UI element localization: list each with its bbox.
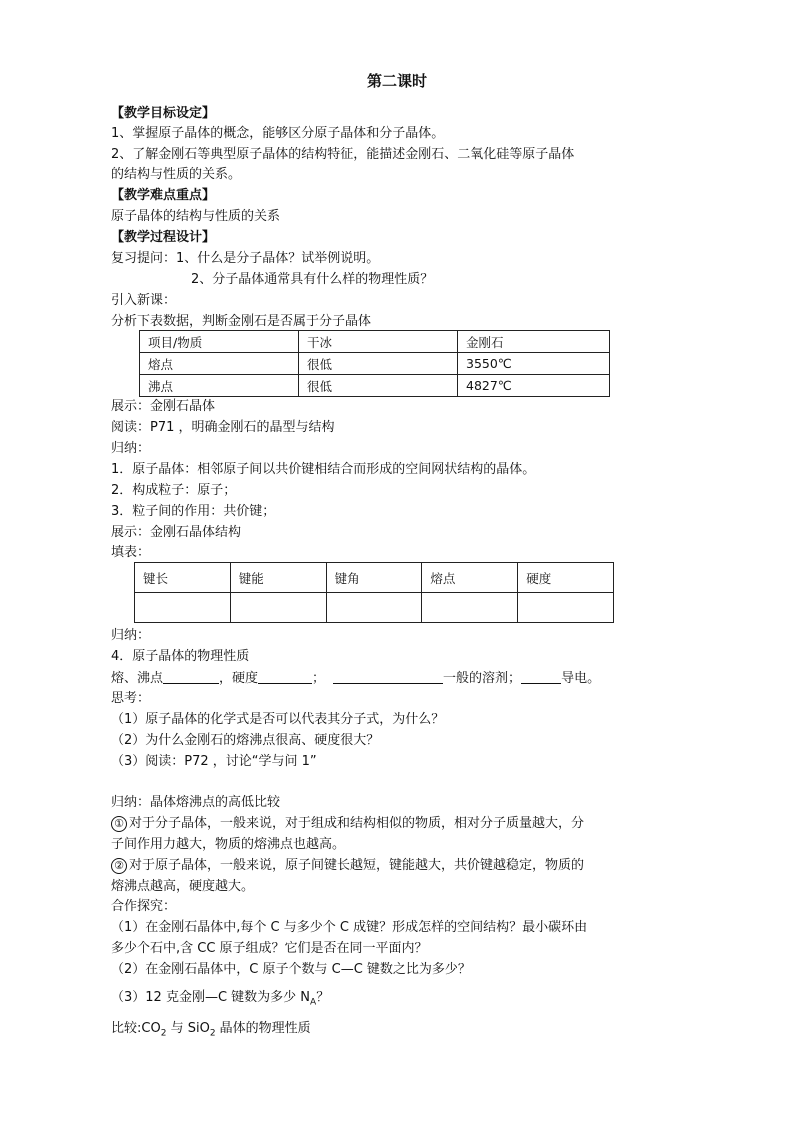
table-row bbox=[140, 331, 610, 353]
summary-1: 归纳： bbox=[111, 441, 151, 456]
explore-3 bbox=[111, 989, 329, 1012]
show-2: 展示：金刚石晶体结构 bbox=[111, 525, 242, 540]
table-cell: 硬度 bbox=[518, 563, 614, 593]
text: 一般的溶剂； bbox=[443, 671, 522, 686]
process-heading: 【教学过程设计】 bbox=[111, 230, 216, 245]
blank-cell[interactable] bbox=[422, 593, 518, 623]
subscript: A bbox=[310, 997, 317, 1008]
properties-line bbox=[111, 669, 600, 688]
key-text: 原子晶体的结构与性质的关系 bbox=[111, 209, 281, 224]
blank-cell[interactable] bbox=[518, 593, 614, 623]
definition-4: 4．原子晶体的物理性质 bbox=[111, 649, 250, 664]
goal-2a: 2、了解金刚石等典型原子晶体的结构特征，能描述金刚石、二氧化硅等原子晶体 bbox=[111, 147, 575, 162]
blank-solubility[interactable] bbox=[333, 669, 443, 684]
table-cell: 很低 bbox=[299, 353, 458, 375]
explore-1a: （1）在金刚石晶体中,每个 C 与多少个 C 成键？形成怎样的空间结构？最小碳环由 bbox=[111, 920, 588, 935]
goal-heading: 【教学目标设定】 bbox=[111, 106, 216, 121]
table-cell: 3550℃ bbox=[458, 353, 610, 375]
rule-2b: 熔沸点越高，硬度越大。 bbox=[111, 879, 255, 894]
rule-1b: 子间作用力越大，物质的熔沸点也越高。 bbox=[111, 837, 346, 852]
explore-1b: 多少个石中,含 CC 原子组成？它们是否在同一平面内？ bbox=[111, 941, 428, 956]
goal-2b: 的结构与性质的关系。 bbox=[111, 167, 242, 182]
table-cell: 熔点 bbox=[140, 353, 299, 375]
text: （3）12 克金刚—C 键数为多少 N bbox=[111, 990, 311, 1005]
rule-1a bbox=[111, 815, 584, 833]
table-cell: 沸点 bbox=[140, 375, 299, 397]
text: 比较:CO bbox=[111, 1021, 161, 1036]
key-heading: 【教学难点重点】 bbox=[111, 188, 216, 203]
subscript: 2 bbox=[160, 1028, 167, 1039]
table-cell: 项目/物质 bbox=[140, 331, 299, 353]
circled-number: ② bbox=[111, 858, 127, 874]
analyze-text: 分析下表数据，判断金刚石是否属于分子晶体 bbox=[111, 314, 372, 329]
table-cell: 键角 bbox=[326, 563, 422, 593]
text: ？ bbox=[316, 990, 330, 1005]
table-cell: 金刚石 bbox=[458, 331, 610, 353]
blank-melting[interactable] bbox=[163, 669, 219, 684]
text: 熔、沸点 bbox=[111, 671, 164, 686]
definition-2: 2．构成粒子：原子； bbox=[111, 483, 237, 498]
text: ； bbox=[312, 671, 326, 686]
blank-hardness[interactable] bbox=[258, 669, 312, 684]
show-1: 展示：金刚石晶体 bbox=[111, 399, 216, 414]
explore-2: （2）在金刚石晶体中，C 原子个数与 C—C 键数之比为多少？ bbox=[111, 962, 471, 977]
question-3: （3）阅读：P72 ，讨论“学与问 1” bbox=[111, 754, 317, 769]
text: 导电。 bbox=[561, 671, 601, 686]
table-row bbox=[140, 353, 610, 375]
table-row bbox=[135, 593, 614, 623]
subscript: 2 bbox=[209, 1028, 216, 1039]
blank-cell[interactable] bbox=[230, 593, 326, 623]
table-cell: 键长 bbox=[135, 563, 231, 593]
definition-1: 1．原子晶体：相邻原子间以共价键相结合而形成的空间网状结构的晶体。 bbox=[111, 462, 536, 477]
text: 晶体的物理性质 bbox=[215, 1021, 311, 1036]
rule-2a bbox=[111, 857, 584, 875]
definition-3: 3．粒子间的作用：共价键； bbox=[111, 504, 276, 519]
text: 与 SiO bbox=[166, 1021, 210, 1036]
fill-in-table bbox=[134, 562, 614, 623]
table-cell: 干冰 bbox=[299, 331, 458, 353]
intro-label: 引入新课： bbox=[111, 293, 177, 308]
text: ，硬度 bbox=[219, 671, 259, 686]
summary-2: 归纳： bbox=[111, 628, 151, 643]
review-question-1: 复习提问：1、什么是分子晶体？试举例说明。 bbox=[111, 251, 380, 266]
table-row bbox=[135, 563, 614, 593]
text: 对于分子晶体，一般来说，对于组成和结构相似的物质，相对分子质量越大，分 bbox=[129, 816, 585, 831]
think-label: 思考： bbox=[111, 691, 151, 706]
page-title: 第二课时 bbox=[366, 72, 427, 90]
blank-cell[interactable] bbox=[135, 593, 231, 623]
melting-point-table bbox=[139, 330, 610, 397]
goal-1: 1、掌握原子晶体的概念，能够区分原子晶体和分子晶体。 bbox=[111, 126, 445, 141]
text: 对于原子晶体，一般来说，原子间键长越短，键能越大，共价键越稳定，物质的 bbox=[129, 858, 585, 873]
fill-label: 填表： bbox=[111, 545, 151, 560]
table-cell: 4827℃ bbox=[458, 375, 610, 397]
cooperate-label: 合作探究： bbox=[111, 899, 177, 914]
question-1: （1）原子晶体的化学式是否可以代表其分子式，为什么？ bbox=[111, 712, 445, 727]
read-1: 阅读：P71 ，明确金刚石的晶型与结构 bbox=[111, 420, 335, 435]
table-row bbox=[140, 375, 610, 397]
table-cell: 键能 bbox=[230, 563, 326, 593]
compare-line bbox=[111, 1020, 311, 1043]
circled-number: ① bbox=[111, 816, 127, 832]
table-cell: 很低 bbox=[299, 375, 458, 397]
blank-cell[interactable] bbox=[326, 593, 422, 623]
question-2: （2）为什么金刚石的熔沸点很高、硬度很大？ bbox=[111, 733, 380, 748]
table-cell: 熔点 bbox=[422, 563, 518, 593]
blank-conductivity[interactable] bbox=[521, 669, 561, 684]
summary-3: 归纳：晶体熔沸点的高低比较 bbox=[111, 795, 281, 810]
review-question-2: 2、分子晶体通常具有什么样的物理性质？ bbox=[191, 272, 434, 287]
